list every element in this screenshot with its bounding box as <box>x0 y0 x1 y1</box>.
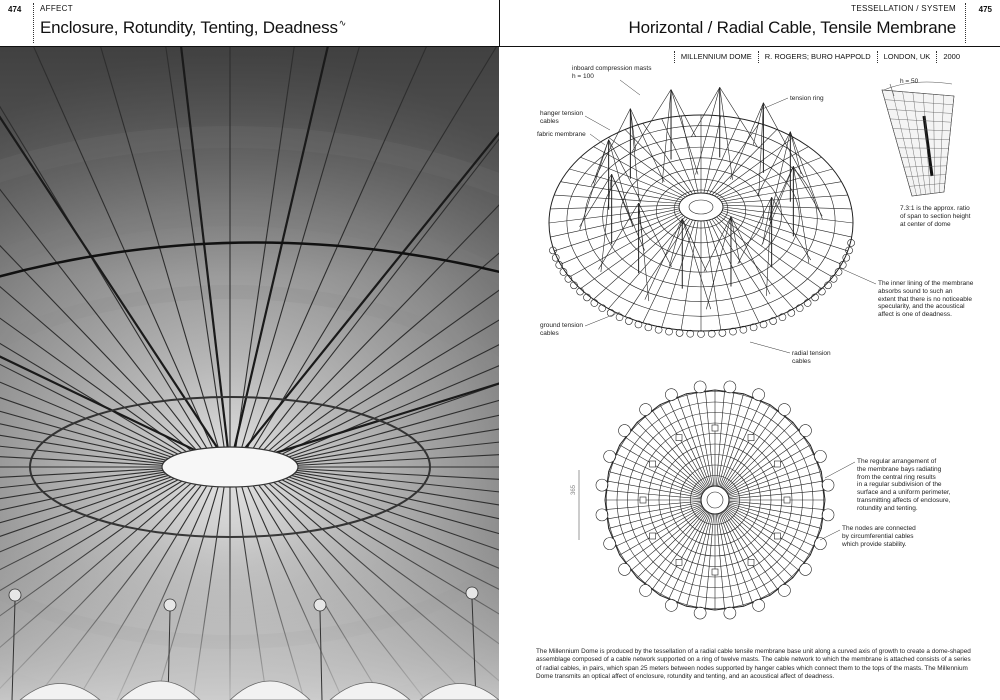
right-kicker: TESSELLATION / SYSTEM <box>851 4 956 13</box>
label-line: specularity, and the acoustical <box>878 303 965 311</box>
label-line: transmitting affects of enclosure, <box>857 496 951 504</box>
label-line: hanger tension <box>540 110 584 117</box>
label-line: 7.3:1 is the approx. ratio <box>900 205 970 212</box>
label-line: the membrane bays radiating <box>857 465 942 473</box>
label-fabric: fabric membrane <box>537 131 586 138</box>
label-line: cables <box>540 329 559 337</box>
project-year: 2000 <box>936 51 966 63</box>
label-line: at center of dome <box>900 220 951 228</box>
left-kicker: AFFECT <box>40 4 73 13</box>
label-line: cables <box>540 117 559 125</box>
label-line: by circumferential cables <box>842 532 914 540</box>
label-line: extent that there is no noticeable <box>878 295 972 303</box>
label-line: radial tension <box>792 350 831 357</box>
dimension-label: 365 <box>571 484 577 495</box>
label-line: absorbs sound to such an <box>878 287 953 295</box>
label-line: from the central ring results <box>857 473 936 481</box>
label-line: The inner lining of the membrane <box>878 280 974 287</box>
label-line: rotundity and tenting. <box>857 504 918 512</box>
label-line: cables <box>792 357 811 365</box>
project-location: LONDON, UK <box>877 51 937 63</box>
label-line: of span to section height <box>900 212 971 220</box>
label-line: inboard compression masts <box>572 65 652 72</box>
label-line: in a regular subdivision of the <box>857 481 942 489</box>
label-line: ground tension <box>540 322 584 329</box>
label-line: h = 100 <box>572 72 594 80</box>
right-title: Horizontal / Radial Cable, Tensile Membrane <box>628 18 956 37</box>
left-page-number: 474 <box>8 5 22 14</box>
label-line: affect is one of deadness. <box>878 311 952 319</box>
figure-caption: The Millennium Dome is produced by the tessellation of a radial cable tensile membrane base unit along a curved axis of growth to create a dome-shaped assemblage composed of a cable network supported on a ring of twelve masts. The cable network to which the membrane is attached consists of a series of radial cables, in pairs, which span 25 meters between nodes supported by hanger cables which connect them to the tops of the masts. The Millennium Dome transmits an optical affect of enclosure, rotundity and tenting, and an acoustical affect of deadness. <box>536 648 971 680</box>
project-name: MILLENNIUM DOME <box>674 51 758 63</box>
label-tension-ring: tension ring <box>790 95 824 102</box>
label-line: The nodes are connected <box>842 525 916 532</box>
left-title-text: Enclosure, Rotundity, Tenting, Deadness <box>40 18 338 37</box>
right-page-number: 475 <box>978 5 992 14</box>
label-line: The regular arrangement of <box>857 458 937 465</box>
label-line: surface and a uniform perimeter, <box>857 489 951 497</box>
label-line: which provide stability. <box>842 540 907 548</box>
rss-icon: ∿ <box>338 18 347 29</box>
project-architect: R. ROGERS; BURO HAPPOLD <box>758 51 877 63</box>
label-h50: h = 50 <box>900 78 919 85</box>
